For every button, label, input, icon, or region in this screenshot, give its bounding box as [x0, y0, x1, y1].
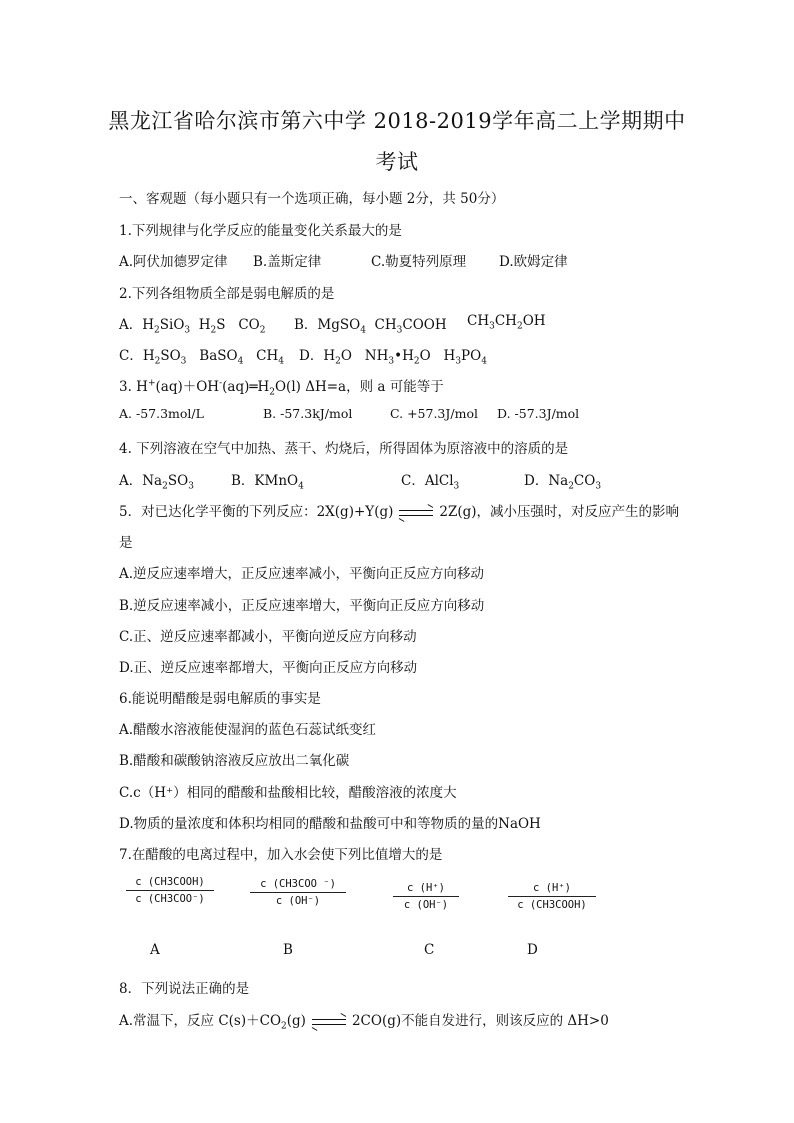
question-5-stem-line-2: 是	[119, 535, 133, 551]
q5-option-c: C.正、逆反应速率都减小，平衡向逆反应方向移动	[119, 629, 417, 645]
equilibrium-arrow-icon	[312, 1017, 346, 1027]
section-heading: 一、客观题（每小题只有一个选项正确，每小题 2分，共 50分）	[119, 191, 505, 207]
question-1-stem: 1.下列规律与化学反应的能量变化关系最大的是	[119, 223, 402, 239]
q3-option-a: A. -57.3mol/L	[119, 406, 204, 421]
q5-option-b: B.逆反应速率减小，正反应速率增大，平衡向正反应方向移动	[119, 598, 485, 614]
q2-option-a: A．$H_2SiO_3$ $H_2S$ $CO_2$	[119, 317, 266, 336]
q7-fraction-c: c (H⁺) c (OH⁻)	[393, 882, 459, 911]
q4-option-c: C．AlCl$_3$	[401, 473, 460, 492]
q1-option-a: A.阿伏加德罗定律	[119, 254, 228, 270]
q7-label-d: D	[527, 942, 538, 958]
question-3-stem: 3. $H^+(aq)+OH^-(aq)═H_2O(l)$ ΔH=a，则 a 可能等于	[119, 378, 444, 398]
question-5-stem: 5．对已达化学平衡的下列反应：2X(g)+Y(g) 2Z(g)，减小压强时，对反应产生的影响	[119, 504, 680, 520]
question-2-stem: 2.下列各组物质全部是弱电解质的是	[119, 286, 335, 302]
q5-option-a: A.逆反应速率增大，正反应速率减小，平衡向正反应方向移动	[119, 566, 485, 582]
q6-option-a: A.醋酸水溶液能使湿润的蓝色石蕊试纸变红	[119, 722, 377, 738]
q2-option-d: D．$H_2O$ $NH_3•H_2O$ $H_3PO_4$	[299, 348, 487, 367]
q2-option-c: C．$H_2SO_3$ BaSO$_4$ $CH_4$	[119, 348, 285, 367]
question-8-stem: 8．下列说法正确的是	[119, 981, 250, 997]
q4-option-a: A．$Na_2SO_3$	[119, 473, 194, 492]
q3-option-b: B. -57.3kJ/mol	[263, 406, 353, 421]
q1-option-c: C.勒夏特列原理	[371, 254, 467, 270]
q6-option-d: D.物质的量浓度和体积均相同的醋酸和盐酸可中和等物质的量的NaOH	[119, 816, 541, 832]
q1-option-d: D.欧姆定律	[499, 254, 568, 270]
q2-option-b-ethanol: $CH_3CH_2OH$	[467, 313, 546, 332]
q1-option-b: B.盖斯定律	[253, 254, 322, 270]
question-7-stem: 7.在醋酸的电离过程中，加入水会使下列比值增大的是	[119, 847, 443, 863]
q7-label-b: B	[283, 942, 293, 958]
q7-fraction-d: c (H⁺) c (CH3COOH)	[508, 882, 596, 911]
q8-option-a: A.常温下，反应 $C(s)+CO_2(g)$ 2CO(g)不能自发进行，则该反应的 ΔH>0	[119, 1013, 609, 1032]
q7-label-a: A	[150, 942, 160, 958]
q3-option-c: C. +57.3J/mol	[390, 406, 478, 421]
title-line-2: 考试	[375, 150, 419, 174]
q3-option-d: D. -57.3J/mol	[497, 406, 580, 421]
q5-option-d: D.正、逆反应速率都增大，平衡向正反应方向移动	[119, 660, 418, 676]
q7-fraction-a: c (CH3COOH) c (CH3COO⁻)	[126, 876, 214, 905]
q6-option-c: C.c（H⁺）相同的醋酸和盐酸相比较，醋酸溶液的浓度大	[119, 785, 457, 801]
title-line-1: 黑龙江省哈尔滨市第六中学 2018-2019学年高二上学期期中	[108, 109, 686, 133]
q4-option-b: B．KMnO$_4$	[231, 473, 304, 492]
question-4-stem: 4. 下列溶液在空气中加热、蒸干、灼烧后，所得固体为原溶液中的溶质的是	[119, 441, 569, 457]
equilibrium-arrow-icon	[399, 508, 433, 518]
question-6-stem: 6.能说明醋酸是弱电解质的事实是	[119, 691, 321, 707]
q7-fraction-b: c (CH3COO ⁻) c (OH⁻)	[250, 878, 346, 907]
q6-option-b: B.醋酸和碳酸钠溶液反应放出二氧化碳	[119, 753, 350, 769]
q7-label-c: C	[424, 942, 435, 958]
q4-option-d: D．$Na_2CO_3$	[524, 473, 602, 492]
q2-option-b: B．MgSO$_4$ $CH_3COOH$	[294, 317, 447, 336]
